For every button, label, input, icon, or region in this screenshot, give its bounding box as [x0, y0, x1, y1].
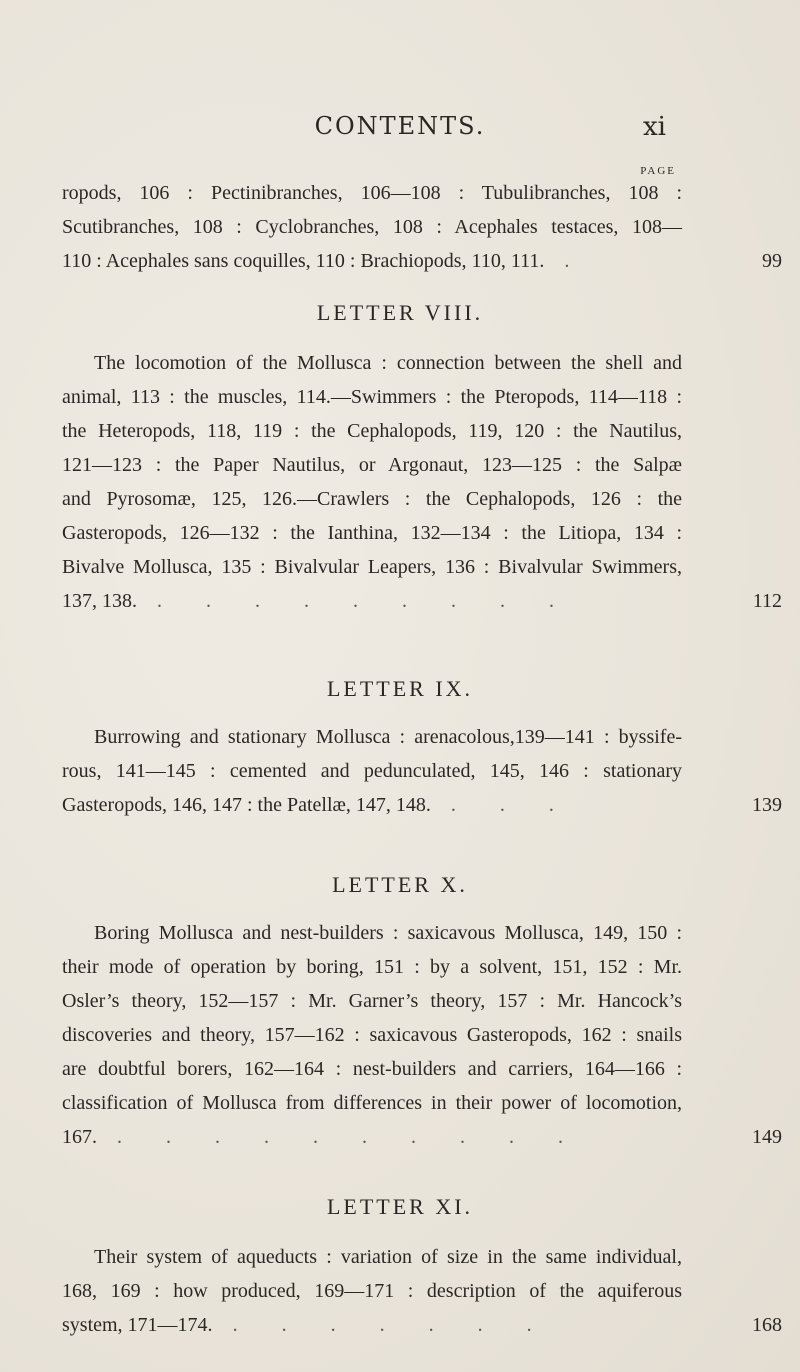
entry-line: Gasteropods, 126—132 : the Ianthina, 132—134 : the Litiopa, 134 :: [62, 522, 682, 544]
entry-line: ropods, 106 : Pectinibranches, 106—108 : Tubulibranches, 108 :: [62, 182, 682, 204]
entry-line: animal, 113 : the muscles, 114.—Swimmers : the Pteropods, 114—118 :: [62, 386, 682, 408]
letter-entry: [62, 1240, 782, 1342]
intro-entry: [62, 176, 782, 278]
entry-line: Scutibranches, 108 : Cyclobranches, 108 : Acephales testaces, 108—: [62, 216, 682, 238]
letter-heading: LETTER XI.: [326, 1194, 474, 1219]
page-number: 99: [762, 250, 782, 272]
letter-entry: [62, 346, 782, 618]
running-head: [0, 112, 800, 152]
entry-line: and Pyrosomæ, 125, 126.—Crawlers : the Cephalopods, 126 : the: [62, 488, 682, 510]
letter-heading: LETTER VIII.: [316, 300, 484, 325]
letter-heading: LETTER IX.: [326, 676, 474, 701]
entry-line: 110 : Acephales sans coquilles, 110 : Brachiopods, 110, 111. . 99: [62, 244, 682, 278]
page-number: 168: [752, 1314, 782, 1336]
entry-line: 121—123 : the Paper Nautilus, or Argonaut, 123—125 : the Salpæ: [62, 454, 682, 476]
entry-line: The locomotion of the Mollusca : connection between the shell and: [94, 352, 682, 374]
entry-line: Boring Mollusca and nest-builders : saxicavous Mollusca, 149, 150 :: [94, 922, 682, 944]
entry-line: system, 171—174. ....... 168: [62, 1308, 682, 1342]
entry-line: are doubtful borers, 162—164 : nest-builders and carriers, 164—166 :: [62, 1058, 682, 1080]
page-number: 112: [752, 590, 782, 612]
entry-line: rous, 141—145 : cemented and pedunculated, 145, 146 : stationary: [62, 760, 682, 782]
entry-line: the Heteropods, 118, 119 : the Cephalopods, 119, 120 : the Nautilus,: [62, 420, 682, 442]
entry-line: Gasteropods, 146, 147 : the Patellæ, 147, 148. ... 139: [62, 788, 682, 822]
entry-line: 168, 169 : how produced, 169—171 : description of the aquiferous: [62, 1280, 682, 1302]
entry-line: classification of Mollusca from differences in their power of locomotion,: [62, 1092, 682, 1114]
entry-line: Their system of aqueducts : variation of size in the same individual,: [94, 1246, 682, 1268]
entry-line: Burrowing and stationary Mollusca : arenacolous,139—141 : byssife-: [94, 726, 682, 748]
entry-line: their mode of operation by boring, 151 : by a solvent, 151, 152 : Mr.: [62, 956, 682, 978]
page-number: 149: [752, 1126, 782, 1148]
letter-heading: LETTER X.: [332, 872, 468, 897]
folio: xi: [643, 112, 666, 142]
entry-line: discoveries and theory, 157—162 : saxicavous Gasteropods, 162 : snails: [62, 1024, 682, 1046]
running-title: CONTENTS.: [314, 112, 486, 140]
page-number: 139: [752, 794, 782, 816]
entry-line: Bivalve Mollusca, 135 : Bivalvular Leapers, 136 : Bivalvular Swimmers,: [62, 556, 682, 578]
entry-line: 137, 138. ......... 112: [62, 584, 682, 618]
entry-line: Osler’s theory, 152—157 : Mr. Garner’s theory, 157 : Mr. Hancock’s: [62, 990, 682, 1012]
letter-entry: [62, 916, 782, 1154]
page-column-label: PAGE: [640, 165, 676, 177]
letter-entry: [62, 720, 782, 822]
entry-line: 167. .......... 149: [62, 1120, 682, 1154]
